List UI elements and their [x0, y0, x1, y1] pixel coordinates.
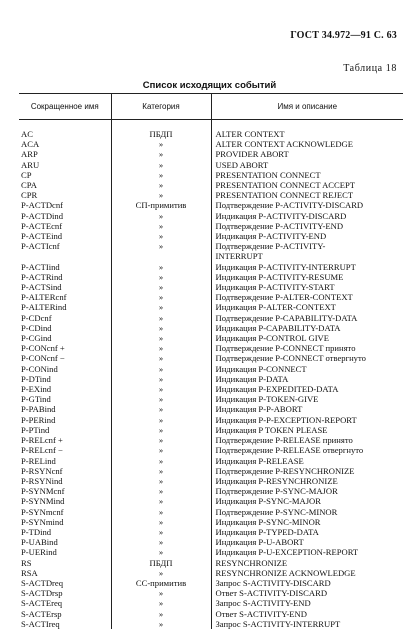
description-cell: Индикация P-ACTIVITY-DISCARD	[215, 210, 347, 221]
category-cell: »	[111, 180, 211, 190]
category-cell: ПБДП	[111, 558, 211, 568]
category-cell: »	[111, 456, 211, 466]
abbr-cell: ARP	[21, 149, 38, 160]
table-row	[19, 323, 403, 333]
abbr-cell: P-ACTSind	[21, 282, 62, 293]
abbr-cell: S-ACTDrsp	[21, 588, 63, 599]
table-row	[19, 394, 403, 404]
table-label: Таблица 18	[343, 63, 397, 74]
table-row	[19, 568, 403, 578]
category-cell: »	[111, 517, 211, 527]
category-cell: »	[111, 190, 211, 200]
table-row	[19, 547, 403, 557]
table-row	[19, 241, 403, 251]
abbr-cell: P-EXind	[21, 384, 52, 395]
abbr-cell: ACA	[21, 139, 40, 150]
table-row	[19, 160, 403, 170]
category-cell: СС-примитив	[111, 578, 211, 588]
description-cell: Индикация P-ACTIVITY-START	[215, 282, 335, 293]
table-title: Список исходящих событий	[142, 80, 277, 91]
category-cell: »	[111, 364, 211, 374]
abbr-cell: P-RSYNind	[21, 475, 63, 486]
table-row	[19, 425, 403, 435]
description-cell: PROVIDER ABORT	[215, 149, 289, 160]
description-cell: Индикация P-ACTIVITY-END	[215, 231, 327, 242]
abbr-cell: RSA	[21, 567, 38, 578]
events-table	[19, 93, 403, 629]
table-row	[19, 619, 403, 629]
abbr-cell: CP	[21, 169, 32, 180]
category-cell: »	[111, 598, 211, 608]
category-cell: »	[111, 343, 211, 353]
category-cell: »	[111, 160, 211, 170]
description-cell: Индикация P-P-ABORT	[215, 404, 303, 415]
category-cell: »	[111, 323, 211, 333]
table-row	[19, 558, 403, 568]
description-cell: Подтверждение P-CONNECT отвергнуто	[215, 353, 366, 364]
abbr-cell: P-RELcnf +	[21, 435, 63, 446]
category-cell: »	[111, 445, 211, 455]
table-row	[19, 149, 403, 159]
table-row	[19, 292, 403, 302]
category-cell: »	[111, 231, 211, 241]
abbr-cell: P-RELind	[21, 455, 56, 466]
abbr-cell: P-TDind	[21, 526, 52, 537]
table-row	[19, 486, 403, 496]
category-cell: СП-примитив	[111, 200, 211, 210]
table-row	[19, 374, 403, 384]
description-cell: Индикация P-CAPABILITY-DATA	[215, 322, 341, 333]
abbr-cell: P-ALTERind	[21, 302, 67, 313]
abbr-cell: P-ACTIcnf	[21, 241, 60, 252]
category-cell: »	[111, 221, 211, 231]
abbr-cell: P-SYNMind	[21, 496, 65, 507]
table-row	[19, 415, 403, 425]
table-row	[19, 445, 403, 455]
abbr-cell: P-PERind	[21, 414, 56, 425]
abbr-cell: P-CDcnf	[21, 312, 52, 323]
description-cell: Индикация P-ACTIVITY-RESUME	[215, 271, 344, 282]
description-cell: Подтверждение P-ACTIVITY-	[215, 241, 326, 252]
table-row	[19, 598, 403, 608]
category-cell: »	[111, 609, 211, 619]
category-cell: »	[111, 527, 211, 537]
description-cell: ALTER CONTEXT ACKNOWLEDGE	[215, 139, 353, 150]
category-cell: »	[111, 384, 211, 394]
category-cell: »	[111, 507, 211, 517]
table-row	[19, 221, 403, 231]
abbr-cell: P-CGind	[21, 333, 52, 344]
abbr-cell: P-ALTERcnf	[21, 292, 67, 303]
description-cell: Индикация P-CONTROL GIVE	[215, 333, 330, 344]
abbr-cell: P-SYNmcnf	[21, 506, 64, 517]
abbr-cell: CPA	[21, 180, 37, 191]
table-row	[19, 139, 403, 149]
table-row	[19, 353, 403, 363]
description-cell: Индикация P-TOKEN-GIVE	[215, 394, 319, 405]
abbr-cell: S-ACTErsp	[21, 608, 62, 619]
abbr-cell: P-PTind	[21, 424, 50, 435]
table-row	[19, 190, 403, 200]
abbr-cell	[19, 251, 111, 261]
abbr-cell: P-SYNmind	[21, 516, 64, 527]
description-cell: Ответ S-ACTIVITY-DISCARD	[215, 588, 328, 599]
table-row	[19, 384, 403, 394]
abbr-cell: ARU	[21, 159, 40, 170]
table-row	[19, 466, 403, 476]
abbr-cell: P-GTind	[21, 394, 51, 405]
description-cell: Подтверждение P-RESYNCHRONIZE	[215, 465, 355, 476]
category-cell: »	[111, 302, 211, 312]
category-cell: »	[111, 333, 211, 343]
table-row	[19, 180, 403, 190]
category-cell: »	[111, 241, 211, 251]
description-cell: INTERRUPT	[215, 251, 263, 262]
description-cell: Подтверждение P-ACTIVITY-DISCARD	[215, 200, 364, 211]
table-row	[19, 333, 403, 343]
table-row	[19, 231, 403, 241]
description-cell: Индикация P-CONNECT	[215, 363, 307, 374]
column-header-abbr: Сокращенное имя	[19, 94, 111, 120]
description-cell: PRESENTATION CONNECT	[215, 169, 321, 180]
description-cell: Подтверждение P-CONNECT принято	[215, 343, 356, 354]
category-cell: »	[111, 139, 211, 149]
description-cell: Индикация P-TYPED-DATA	[215, 526, 319, 537]
abbr-cell: P-DTind	[21, 373, 51, 384]
category-cell: »	[111, 496, 211, 506]
description-cell: Индикация P-RELEASE	[215, 455, 304, 466]
category-cell: »	[111, 353, 211, 363]
table-row	[19, 313, 403, 323]
page-header: ГОСТ 34.972—91 С. 63	[290, 30, 397, 41]
description-cell: Индикация P-RESYNCHRONIZE	[215, 475, 338, 486]
abbr-cell: P-ACTRind	[21, 271, 63, 282]
description-cell: PRESENTATION CONNECT REJECT	[215, 190, 354, 201]
description-cell: Индикация P-ACTIVITY-INTERRUPT	[215, 261, 356, 272]
description-cell: Подтверждение P-RELEASE принято	[215, 435, 353, 446]
description-cell: Подтверждение P-SYNC-MAJOR	[215, 486, 338, 497]
description-cell: Индикация P-EXPEDITED-DATA	[215, 384, 339, 395]
description-cell: Подтверждение P-CAPABILITY-DATA	[215, 312, 358, 323]
abbr-cell: S-ACTEreq	[21, 598, 63, 609]
category-cell: ПБДП	[111, 120, 211, 140]
description-cell: Подтверждение P-RELEASE отвергнуто	[215, 445, 364, 456]
category-cell: »	[111, 374, 211, 384]
table-row	[19, 272, 403, 282]
abbr-cell: P-ACTDind	[21, 210, 64, 221]
abbr-cell: P-RELcnf −	[21, 445, 63, 456]
description-cell: Запрос S-ACTIVITY-DISCARD	[215, 577, 331, 588]
category-cell: »	[111, 547, 211, 557]
table-row	[19, 435, 403, 445]
category-cell: »	[111, 262, 211, 272]
abbr-cell: P-ACTIind	[21, 261, 60, 272]
category-cell: »	[111, 537, 211, 547]
category-cell: »	[111, 272, 211, 282]
abbr-cell: S-ACTIreq	[21, 618, 60, 629]
description-cell: Индикация P-SYNC-MINOR	[215, 516, 321, 527]
table-row	[19, 282, 403, 292]
category-cell: »	[111, 476, 211, 486]
description-cell: Ответ S-ACTIVITY-END	[215, 608, 307, 619]
table-header-row	[19, 94, 403, 120]
description-cell: Индикация P-ALTER-CONTEXT	[215, 302, 336, 313]
abbr-cell: P-CONcnf −	[21, 353, 65, 364]
table-row	[19, 609, 403, 619]
description-cell: PRESENTATION CONNECT ACCEPT	[215, 180, 356, 191]
table-row	[19, 476, 403, 486]
category-cell: »	[111, 170, 211, 180]
table-row	[19, 251, 403, 261]
category-cell: »	[111, 588, 211, 598]
description-cell: Запрос S-ACTIVITY-INTERRUPT	[215, 618, 341, 629]
table-row	[19, 507, 403, 517]
abbr-cell: RS	[21, 557, 32, 568]
table-row	[19, 527, 403, 537]
table-row	[19, 302, 403, 312]
category-cell: »	[111, 619, 211, 629]
abbr-cell: P-SYNMcnf	[21, 486, 65, 497]
description-cell: Индикация P-SYNC-MAJOR	[215, 496, 321, 507]
abbr-cell: P-PABind	[21, 404, 56, 415]
table-row	[19, 517, 403, 527]
category-cell: »	[111, 415, 211, 425]
category-cell	[111, 251, 211, 261]
abbr-cell: P-CONcnf +	[21, 343, 65, 354]
table-row	[19, 120, 403, 140]
column-header-name: Имя и описание	[211, 94, 403, 120]
abbr-cell: P-ACTEcnf	[21, 220, 63, 231]
description-cell: Индикация P TOKEN PLEASE	[215, 424, 328, 435]
description-cell: USED ABORT	[215, 159, 269, 170]
table-row	[19, 537, 403, 547]
category-cell: »	[111, 568, 211, 578]
category-cell: »	[111, 404, 211, 414]
table-row	[19, 211, 403, 221]
description-cell: RESYNCHRONIZE	[215, 557, 288, 568]
abbr-cell: P-ACTDcnf	[21, 200, 64, 211]
abbr-cell: AC	[21, 129, 33, 139]
category-cell: »	[111, 211, 211, 221]
description-cell: Индикация P-U-EXCEPTION-REPORT	[215, 547, 359, 558]
abbr-cell: P-UABind	[21, 537, 58, 548]
table-row	[19, 404, 403, 414]
category-cell: »	[111, 149, 211, 159]
description-cell: Подтверждение P-ALTER-CONTEXT	[215, 292, 353, 303]
description-cell: RESYNCHRONIZE ACKNOWLEDGE	[215, 567, 356, 578]
abbr-cell: S-ACTDreq	[21, 577, 64, 588]
category-cell: »	[111, 313, 211, 323]
category-cell: »	[111, 486, 211, 496]
abbr-cell: P-CDind	[21, 322, 52, 333]
table-row	[19, 262, 403, 272]
table-row	[19, 170, 403, 180]
category-cell: »	[111, 466, 211, 476]
category-cell: »	[111, 292, 211, 302]
abbr-cell: P-RSYNcnf	[21, 465, 63, 476]
category-cell: »	[111, 425, 211, 435]
description-cell: Индикация P-P-EXCEPTION-REPORT	[215, 414, 357, 425]
category-cell: »	[111, 282, 211, 292]
description-cell: Индикация P-DATA	[215, 373, 289, 384]
table-row	[19, 578, 403, 588]
table-row	[19, 343, 403, 353]
description-cell: Запрос S-ACTIVITY-END	[215, 598, 311, 609]
table-row	[19, 588, 403, 598]
column-header-category: Категория	[111, 94, 211, 120]
table-row	[19, 456, 403, 466]
description-cell: ALTER CONTEXT	[215, 129, 285, 139]
category-cell: »	[111, 435, 211, 445]
abbr-cell: P-UERind	[21, 547, 57, 558]
abbr-cell: P-CONind	[21, 363, 58, 374]
abbr-cell: CPR	[21, 190, 38, 201]
description-cell: Индикация P-U-ABORT	[215, 537, 304, 548]
category-cell: »	[111, 394, 211, 404]
table-row	[19, 496, 403, 506]
table-row	[19, 364, 403, 374]
abbr-cell: P-ACTEind	[21, 231, 63, 242]
table-row	[19, 200, 403, 210]
description-cell: Подтверждение P-ACTIVITY-END	[215, 220, 344, 231]
description-cell: Подтверждение P-SYNC-MINOR	[215, 506, 338, 517]
